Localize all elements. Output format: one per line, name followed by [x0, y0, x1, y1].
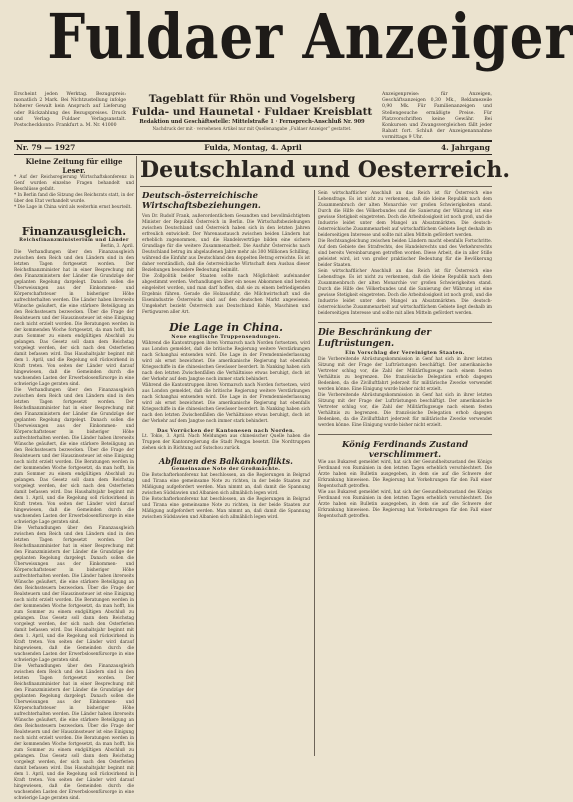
section-title: Die Beschränkung der Luftrüstungen. — [318, 328, 432, 349]
article-title: Finanzausgleich. — [21, 225, 127, 238]
section-body: Die Vorbereitende Abrüstungskommission in Genf hat sich in ihrer letzten Sitzung mit der Frage der Luftrüstungen beschäftigt. Der amerikanische Vertreter schlug vor, die Zahl der Militärflugzeuge nach einem festen Verhältnis zu begrenzen. Die französische Delegation erhob dagegen Bedenken, da die Zivilluftfahrt jederzeit für militärische Zwecke verwendet werden könne. Eine Einigung wurde bisher nicht erzielt. — [318, 356, 492, 392]
middle-column — [142, 191, 310, 521]
article-body: Die Verhandlungen über den Finanzausgleich zwischen dem Reich und den Ländern sind in den letzten Tagen fortgesetzt worden. Der Reichsfinanzminister hat in einer Besprechung mit den Finanzministern der Länder die Grundzüge der geplanten Regelung dargelegt. Danach sollen die Überweisungen aus der Einkommen- und Körperschaftsteuer in bisheriger Höhe aufrechterhalten werden. Die Länder haben ihrerseits Wünsche geäußert, die eine stärkere Beteiligung an den Reichssteuern bezwecken. Über die Frage der Realsteuern und der Hauszinssteuer ist eine Einigung noch nicht erzielt worden. Die Beratungen werden in der kommenden Woche fortgesetzt, da man hofft, bis zum Sommer zu einem endgültigen Abschluß zu gelangen. Das Gesetz soll dann dem Reichstag vorgelegt werden, der sich nach den Osterferien damit befassen wird. Das Haushaltsjahr beginnt mit dem 1. April, und die Regelung soll rückwirkend in Kraft treten. Von seiten der Länder wird darauf hingewiesen, daß die Gemeinden durch die wachsenden Lasten der Erwerbslosenfürsorge in eine schwierige Lage geraten sind. — [14, 388, 134, 525]
left-column — [14, 157, 134, 802]
right-column — [318, 191, 492, 520]
article-body: Die Verhandlungen über den Finanzausgleich zwischen dem Reich und den Ländern sind in den letzten Tagen fortgesetzt worden. Der Reichsfinanzminister hat in einer Besprechung mit den Finanzministern der Länder die Grundzüge der geplanten Regelung dargelegt. Danach sollen die Überweisungen aus der Einkommen- und Körperschaftsteuer in bisheriger Höhe aufrechterhalten werden. Die Länder haben ihrerseits Wünsche geäußert, die eine stärkere Beteiligung an den Reichssteuern bezwecken. Über die Frage der Realsteuern und der Hauszinssteuer ist eine Einigung noch nicht erzielt worden. Die Beratungen werden in der kommenden Woche fortgesetzt, da man hofft, bis zum Sommer zu einem endgültigen Abschluß zu gelangen. Das Gesetz soll dann dem Reichstag vorgelegt werden, der sich nach den Osterferien damit befassen wird. Das Haushaltsjahr beginnt mit dem 1. April, und die Regelung soll rückwirkend in Kraft treten. Von seiten der Länder wird darauf hingewiesen, daß die Gemeinden durch die wachsenden Lasten der Erwerbslosenfürsorge in eine schwierige Lage geraten sind. — [14, 250, 134, 387]
short-news-item: * Die Lage in China wird als weiterhin ernst beurteilt. — [14, 205, 132, 210]
main-headline: Deutschland und Oesterreich. — [140, 157, 510, 183]
masthead-left-info: Erscheint jeden Werktag. Bezugspreis: monatlich 2 Mark. Bei Nichtzustellung infolge höherer Gewalt kein Anspruch auf Lieferung oder Rückzahlung des Bezugspreises. Druck und Verlag: Fuldaer Verlagsanstalt. Postscheckkonto: Frankfurt a. M. Nr. 41000 — [14, 92, 126, 129]
section-subtitle: Ein Vorschlag der Vereinigten Staaten. — [345, 350, 465, 356]
article-subtitle: Reichsfinanzministerium und Länder — [19, 238, 129, 243]
masthead-subtitle-line4: Nachdruck der mit · versehenen Artikel nur mit Quellenangabe „Fuldaer Anzeiger“ gestattet. — [152, 126, 352, 131]
section-title: Die Lage in China. — [169, 321, 283, 334]
masthead-subtitle-line3: Redaktion und Geschäftsstelle: Mittelstraße 1 · Fernsprech-Anschluß Nr. 909 — [139, 119, 365, 125]
section-body: Wie aus Bukarest gemeldet wird, hat sich der Gesundheitszustand des Königs Ferdinand von Rumänien in den letzten Tagen erheblich verschlechtert. Die Ärzte haben ein Bulletin ausgegeben, in dem sie auf die Schwere der Erkrankung hinweisen. Die Regierung hat Vorkehrungen für den Fall einer Regentschaft getroffen. — [318, 459, 492, 489]
volume: 4. Jahrgang — [440, 143, 490, 152]
section-subtitle: Das Vorrücken der Kantonesen nach Norden. — [156, 427, 296, 434]
article-place: Berlin, 3. April. — [100, 244, 134, 249]
masthead-subtitle-line1: Tageblatt für Rhön und Vogelsberg — [148, 93, 356, 105]
article-body: Die Verhandlungen über den Finanzausgleich zwischen dem Reich und den Ländern sind in den letzten Tagen fortgesetzt worden. Der Reichsfinanzminister hat in einer Besprechung mit den Finanzministern der Länder die Grundzüge der geplanten Regelung dargelegt. Danach sollen die Überweisungen aus der Einkommen- und Körperschaftsteuer in bisheriger Höhe aufrechterhalten werden. Die Länder haben ihrerseits Wünsche geäußert, die eine stärkere Beteiligung an den Reichssteuern bezwecken. Über die Frage der Realsteuern und der Hauszinssteuer ist eine Einigung noch nicht erzielt worden. Die Beratungen werden in der kommenden Woche fortgesetzt, da man hofft, bis zum Sommer zu einem endgültigen Abschluß zu gelangen. Das Gesetz soll dann dem Reichstag vorgelegt werden, der sich nach den Osterferien damit befassen wird. Das Haushaltsjahr beginnt mit dem 1. April, und die Regelung soll rückwirkend in Kraft treten. Von seiten der Länder wird darauf hingewiesen, daß die Gemeinden durch die wachsenden Lasten der Erwerbslosenfürsorge in eine schwierige Lage geraten sind. — [14, 664, 134, 801]
section-body: Während die Kantontruppen ihren Vormarsch nach Norden fortsetzen, wird aus London gemeldet, daß die britische Regierung weitere Verstärkungen nach Schanghai entsenden wird. Die Lage in der Fremdenniederlassung wird als ernst bezeichnet. Die amerikanische Regierung hat ebenfalls Kriegsschiffe in die chinesischen Gewässer beordert. In Nanking haben sich nach den letzten Zwischenfällen die Verhältnisse etwas beruhigt, doch ist der Verkehr auf dem Jangtse noch immer stark behindert. — [142, 340, 310, 382]
short-news-title: Kleine Zeitung für eilige Leser. — [25, 157, 123, 175]
short-news-item: * In Berlin fand die Sitzung des Reichsrats statt, in der über den Etat verhandelt wurde. — [14, 193, 134, 204]
masthead-right-info: Anzeigenpreise: für Anzeigen, Geschäftsanzeigen 0,30 Mk., Reklamezeile 0,90 Mk. Für Familienanzeigen und Stellengesuche ermäßigte Preise. Für Platzvorschriften keine Gewähr. Bei Konkursen und Zwangsvergleichen fällt jeder Rabatt fort. Schluß der Anzeigenannahme vormittags 9 Uhr. — [382, 92, 492, 141]
rule — [318, 434, 492, 435]
section-body: Die Botschafterkonferenz hat beschlossen, an die Regierungen in Belgrad und Tirana eine gemeinsame Note zu richten, in der beide Staaten zur Mäßigung aufgefordert werden. Man nimmt an, daß damit die Spannung zwischen Südslawien und Albanien sich allmählich legen wird. — [142, 496, 310, 520]
column-divider — [314, 190, 315, 756]
section-body: Die Botschafterkonferenz hat beschlossen, an die Regierungen in Belgrad und Tirana eine gemeinsame Note zu richten, in der beide Staaten zur Mäßigung aufgefordert werden. Man nimmt an, daß damit die Spannung zwischen Südslawien und Albanien sich allmählich legen wird. — [142, 472, 310, 496]
section-body: Lt. Tokio, 3. April. Nach Meldungen aus chinesischer Quelle haben die Truppen der Kantonregierung die Stadt Pengpu besetzt. Die Nordtruppen ziehen sich in Richtung auf Sutschou zurück. — [142, 434, 310, 451]
dateline — [14, 140, 492, 155]
masthead-title: Fuldaer Anzeiger — [47, 0, 573, 73]
masthead-subtitle-line2: Fulda- und Haunetal · Fuldaer Kreisblatt — [131, 106, 373, 118]
issue-number: Nr. 79 — 1927 — [16, 143, 76, 152]
section-body: Die Rechtsangleichung zwischen beiden Ländern macht ebenfalls Fortschritte. Auf dem Gebiete des Strafrechts, des Handelsrechts und des Verkehrsrechts sind bereits Vereinbarungen getroffen worden. Diese Arbeit, die in aller Stille geleistet wird, ist von großer praktischer Bedeutung für die Bevölkerung beider Staaten. — [318, 239, 492, 268]
place-date: Fulda, Montag, 4. April — [204, 143, 302, 152]
section-body: Wie aus Bukarest gemeldet wird, hat sich der Gesundheitszustand des Königs Ferdinand von Rumänien in den letzten Tagen erheblich verschlechtert. Die Ärzte haben ein Bulletin ausgegeben, in dem sie auf die Schwere der Erkrankung hinweisen. Die Regierung hat Vorkehrungen für den Fall einer Regentschaft getroffen. — [318, 489, 492, 519]
column-divider — [136, 156, 137, 776]
section-title: Deutsch-österreichische Wirtschaftsbeziehungen. — [142, 191, 261, 211]
section-body: Die Vorbereitende Abrüstungskommission in Genf hat sich in ihrer letzten Sitzung mit der Frage der Luftrüstungen beschäftigt. Der amerikanische Vertreter schlug vor, die Zahl der Militärflugzeuge nach einem festen Verhältnis zu begrenzen. Die französische Delegation erhob dagegen Bedenken, da die Zivilluftfahrt jederzeit für militärische Zwecke verwendet werden könne. Eine Einigung wurde bisher nicht erzielt. — [318, 392, 492, 428]
section-body: Sein wirtschaftlicher Anschluß an das Reich ist für Österreich eine Lebensfrage. Es ist nicht zu verkennen, daß die kleine Republik nach dem Zusammenbruch der alten Monarchie vor großen Schwierigkeiten stand. Durch die Hilfe des Völkerbundes und die Sanierung der Währung ist eine gewisse Stetigkeit eingetreten. Doch die Arbeitslosigkeit ist noch groß, und die Industrie leidet unter dem Mangel an Absatzmärkten. Die deutsch-österreichische Zusammenarbeit auf wirtschaftlichem Gebiete liegt deshalb im beiderseitigen Interesse und sollte mit allen Mitteln gefördert werden. — [318, 269, 492, 316]
short-news-item: * Auf der Reichsregierung Wirtschaftskonferenz in Genf wurden einzelne Fragen behandelt und Beschlüsse gefaßt. — [14, 175, 134, 192]
section-subtitle: Gemeinsame Note der Großmächte. — [171, 466, 281, 472]
section-body: Von Dr. Rudolf Frank, außerordentlichem Gesandten und bevollmächtigtem Minister der Republik Österreich in Berlin. Die Wirtschaftsbeziehungen zwischen Deutschland und Österreich haben sich in den letzten Jahren erfreulich entwickelt. Der Warenaustausch zwischen beiden Ländern hat erheblich zugenommen, und die Handelsverträge bilden eine sichere Grundlage für die weitere Zusammenarbeit. Die Ausfuhr Österreichs nach Deutschland betrug im abgelaufenen Jahre mehr als 300 Millionen Schilling, während die Einfuhr aus Deutschland den doppelten Betrag erreichte. Es ist daher verständlich, daß die österreichische Wirtschaft dem Ausbau dieser Beziehungen besondere Bedeutung beimißt. — [142, 214, 310, 273]
rule — [318, 322, 492, 323]
section-body: Während die Kantontruppen ihren Vormarsch nach Norden fortsetzen, wird aus London gemeldet, daß die britische Regierung weitere Verstärkungen nach Schanghai entsenden wird. Die Lage in der Fremdenniederlassung wird als ernst bezeichnet. Die amerikanische Regierung hat ebenfalls Kriegsschiffe in die chinesischen Gewässer beordert. In Nanking haben sich nach den letzten Zwischenfällen die Verhältnisse etwas beruhigt, doch ist der Verkehr auf dem Jangtse noch immer stark behindert. — [142, 382, 310, 424]
article-body: Die Verhandlungen über den Finanzausgleich zwischen dem Reich und den Ländern sind in den letzten Tagen fortgesetzt worden. Der Reichsfinanzminister hat in einer Besprechung mit den Finanzministern der Länder die Grundzüge der geplanten Regelung dargelegt. Danach sollen die Überweisungen aus der Einkommen- und Körperschaftsteuer in bisheriger Höhe aufrechterhalten werden. Die Länder haben ihrerseits Wünsche geäußert, die eine stärkere Beteiligung an den Reichssteuern bezwecken. Über die Frage der Realsteuern und der Hauszinssteuer ist eine Einigung noch nicht erzielt worden. Die Beratungen werden in der kommenden Woche fortgesetzt, da man hofft, bis zum Sommer zu einem endgültigen Abschluß zu gelangen. Das Gesetz soll dann dem Reichstag vorgelegt werden, der sich nach den Osterferien damit befassen wird. Das Haushaltsjahr beginnt mit dem 1. April, und die Regelung soll rückwirkend in Kraft treten. Von seiten der Länder wird darauf hingewiesen, daß die Gemeinden durch die wachsenden Lasten der Erwerbslosenfürsorge in eine schwierige Lage geraten sind. — [14, 526, 134, 663]
section-subtitle: Neue englische Truppensendungen. — [171, 334, 281, 340]
section-body: Sein wirtschaftlicher Anschluß an das Reich ist für Österreich eine Lebensfrage. Es ist nicht zu verkennen, daß die kleine Republik nach dem Zusammenbruch der alten Monarchie vor großen Schwierigkeiten stand. Durch die Hilfe des Völkerbundes und die Sanierung der Währung ist eine gewisse Stetigkeit eingetreten. Doch die Arbeitslosigkeit ist noch groß, und die Industrie leidet unter dem Mangel an Absatzmärkten. Die deutsch-österreichische Zusammenarbeit auf wirtschaftlichem Gebiete liegt deshalb im beiderseitigen Interesse und sollte mit allen Mitteln gefördert werden. — [318, 191, 492, 238]
rule — [140, 186, 492, 187]
section-body: Die Zollpolitik beider Staaten sollte nach Möglichkeit aufeinander abgestimmt werden. Verhandlungen über ein neues Abkommen sind bereits eingeleitet worden, und man darf hoffen, daß sie zu einem befriedigenden Ergebnis führen. Gerade die Holzausfuhr, die Milchwirtschaft und die Eisenindustrie Österreichs sind auf den deutschen Markt angewiesen. Umgekehrt bezieht Österreich aus Deutschland Kohle, Maschinen und Fertigwaren aller Art. — [142, 274, 310, 315]
section-title: Abflauen des Balkankonflikts. — [159, 456, 293, 466]
masthead-subtitle — [126, 93, 378, 132]
section-title: König Ferdinands Zustand verschlimmert. — [341, 439, 469, 460]
